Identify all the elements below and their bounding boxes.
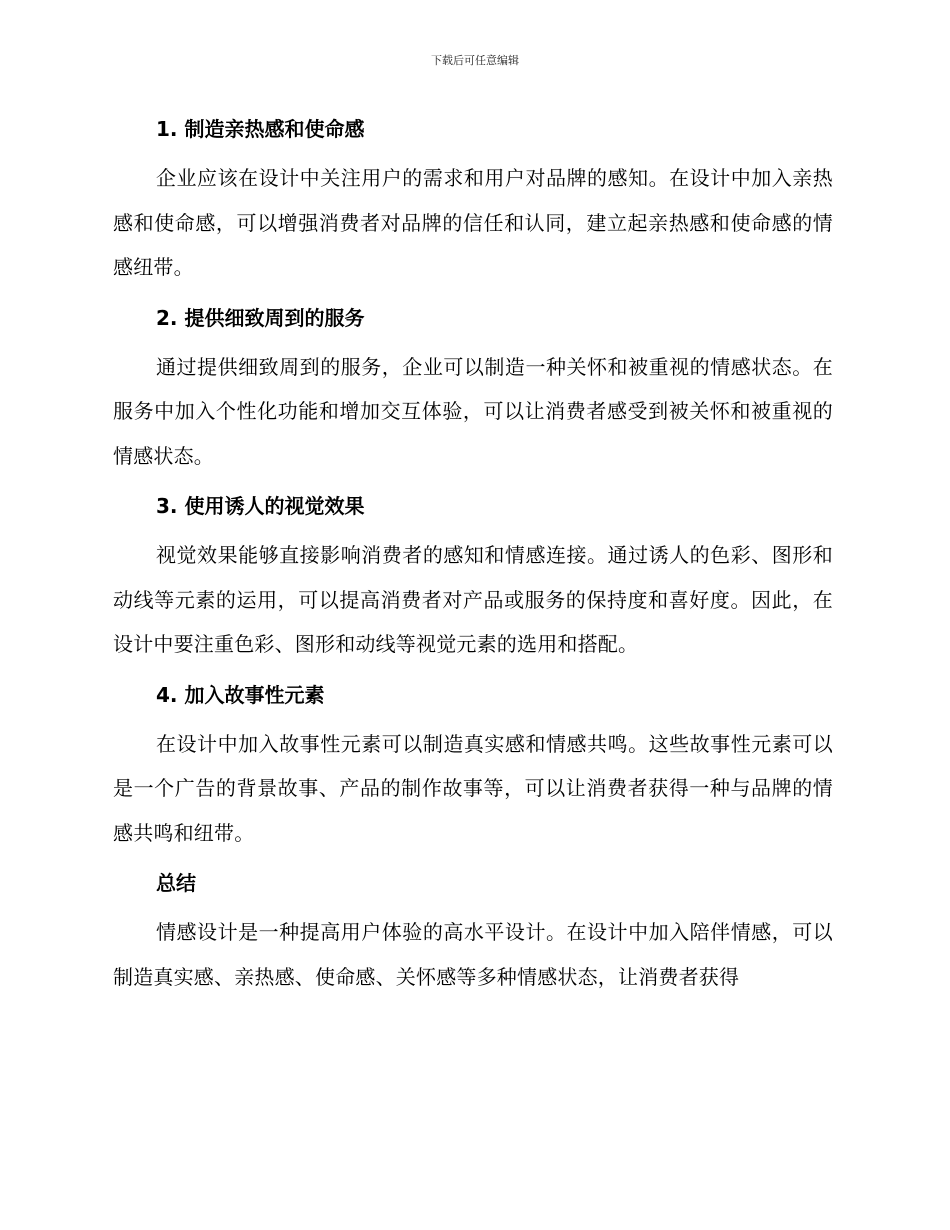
section-heading: 4. 加入故事性元素 xyxy=(156,682,325,707)
section-4 xyxy=(113,679,833,868)
page-header: 下载后可任意编辑 xyxy=(431,54,519,67)
section-paragraph: 企业应该在设计中关注用户的需求和用户对品牌的感知。在设计中加入亲热感和使命感，可以增强消费者对品牌的信任和认同，建立起亲热感和使命感的情感纽带。 xyxy=(113,166,833,279)
section-paragraph: 在设计中加入故事性元素可以制造真实感和情感共鸣。这些故事性元素可以是一个广告的背景故事、产品的制作故事等，可以让消费者获得一种与品牌的情感共鸣和纽带。 xyxy=(113,731,833,845)
section-3 xyxy=(113,490,833,679)
section-paragraph: 通过提供细致周到的服务，企业可以制造一种关怀和被重视的情感状态。在服务中加入个性化功能和增加交互体验，可以让消费者感受到被关怀和被重视的情感状态。 xyxy=(113,354,833,468)
section-2 xyxy=(113,302,833,491)
section-heading: 1. 制造亲热感和使命感 xyxy=(156,117,365,141)
section-heading: 3. 使用诱人的视觉效果 xyxy=(156,494,365,518)
section-summary xyxy=(113,867,833,999)
section-heading: 总结 xyxy=(156,871,196,895)
section-heading: 2. 提供细致周到的服务 xyxy=(156,305,365,330)
section-paragraph: 情感设计是一种提高用户体验的高水平设计。在设计中加入陪伴情感，可以制造真实感、亲热感、使命感、关怀感等多种情感状态，让消费者获得 xyxy=(113,920,833,989)
section-paragraph: 视觉效果能够直接影响消费者的感知和情感连接。通过诱人的色彩、图形和动线等元素的运用，可以提高消费者对产品或服务的保持度和喜好度。因此，在设计中要注重色彩、图形和动线等视觉元素的选用和搭配。 xyxy=(113,543,833,656)
section-1 xyxy=(113,113,833,302)
document-body xyxy=(113,113,833,999)
